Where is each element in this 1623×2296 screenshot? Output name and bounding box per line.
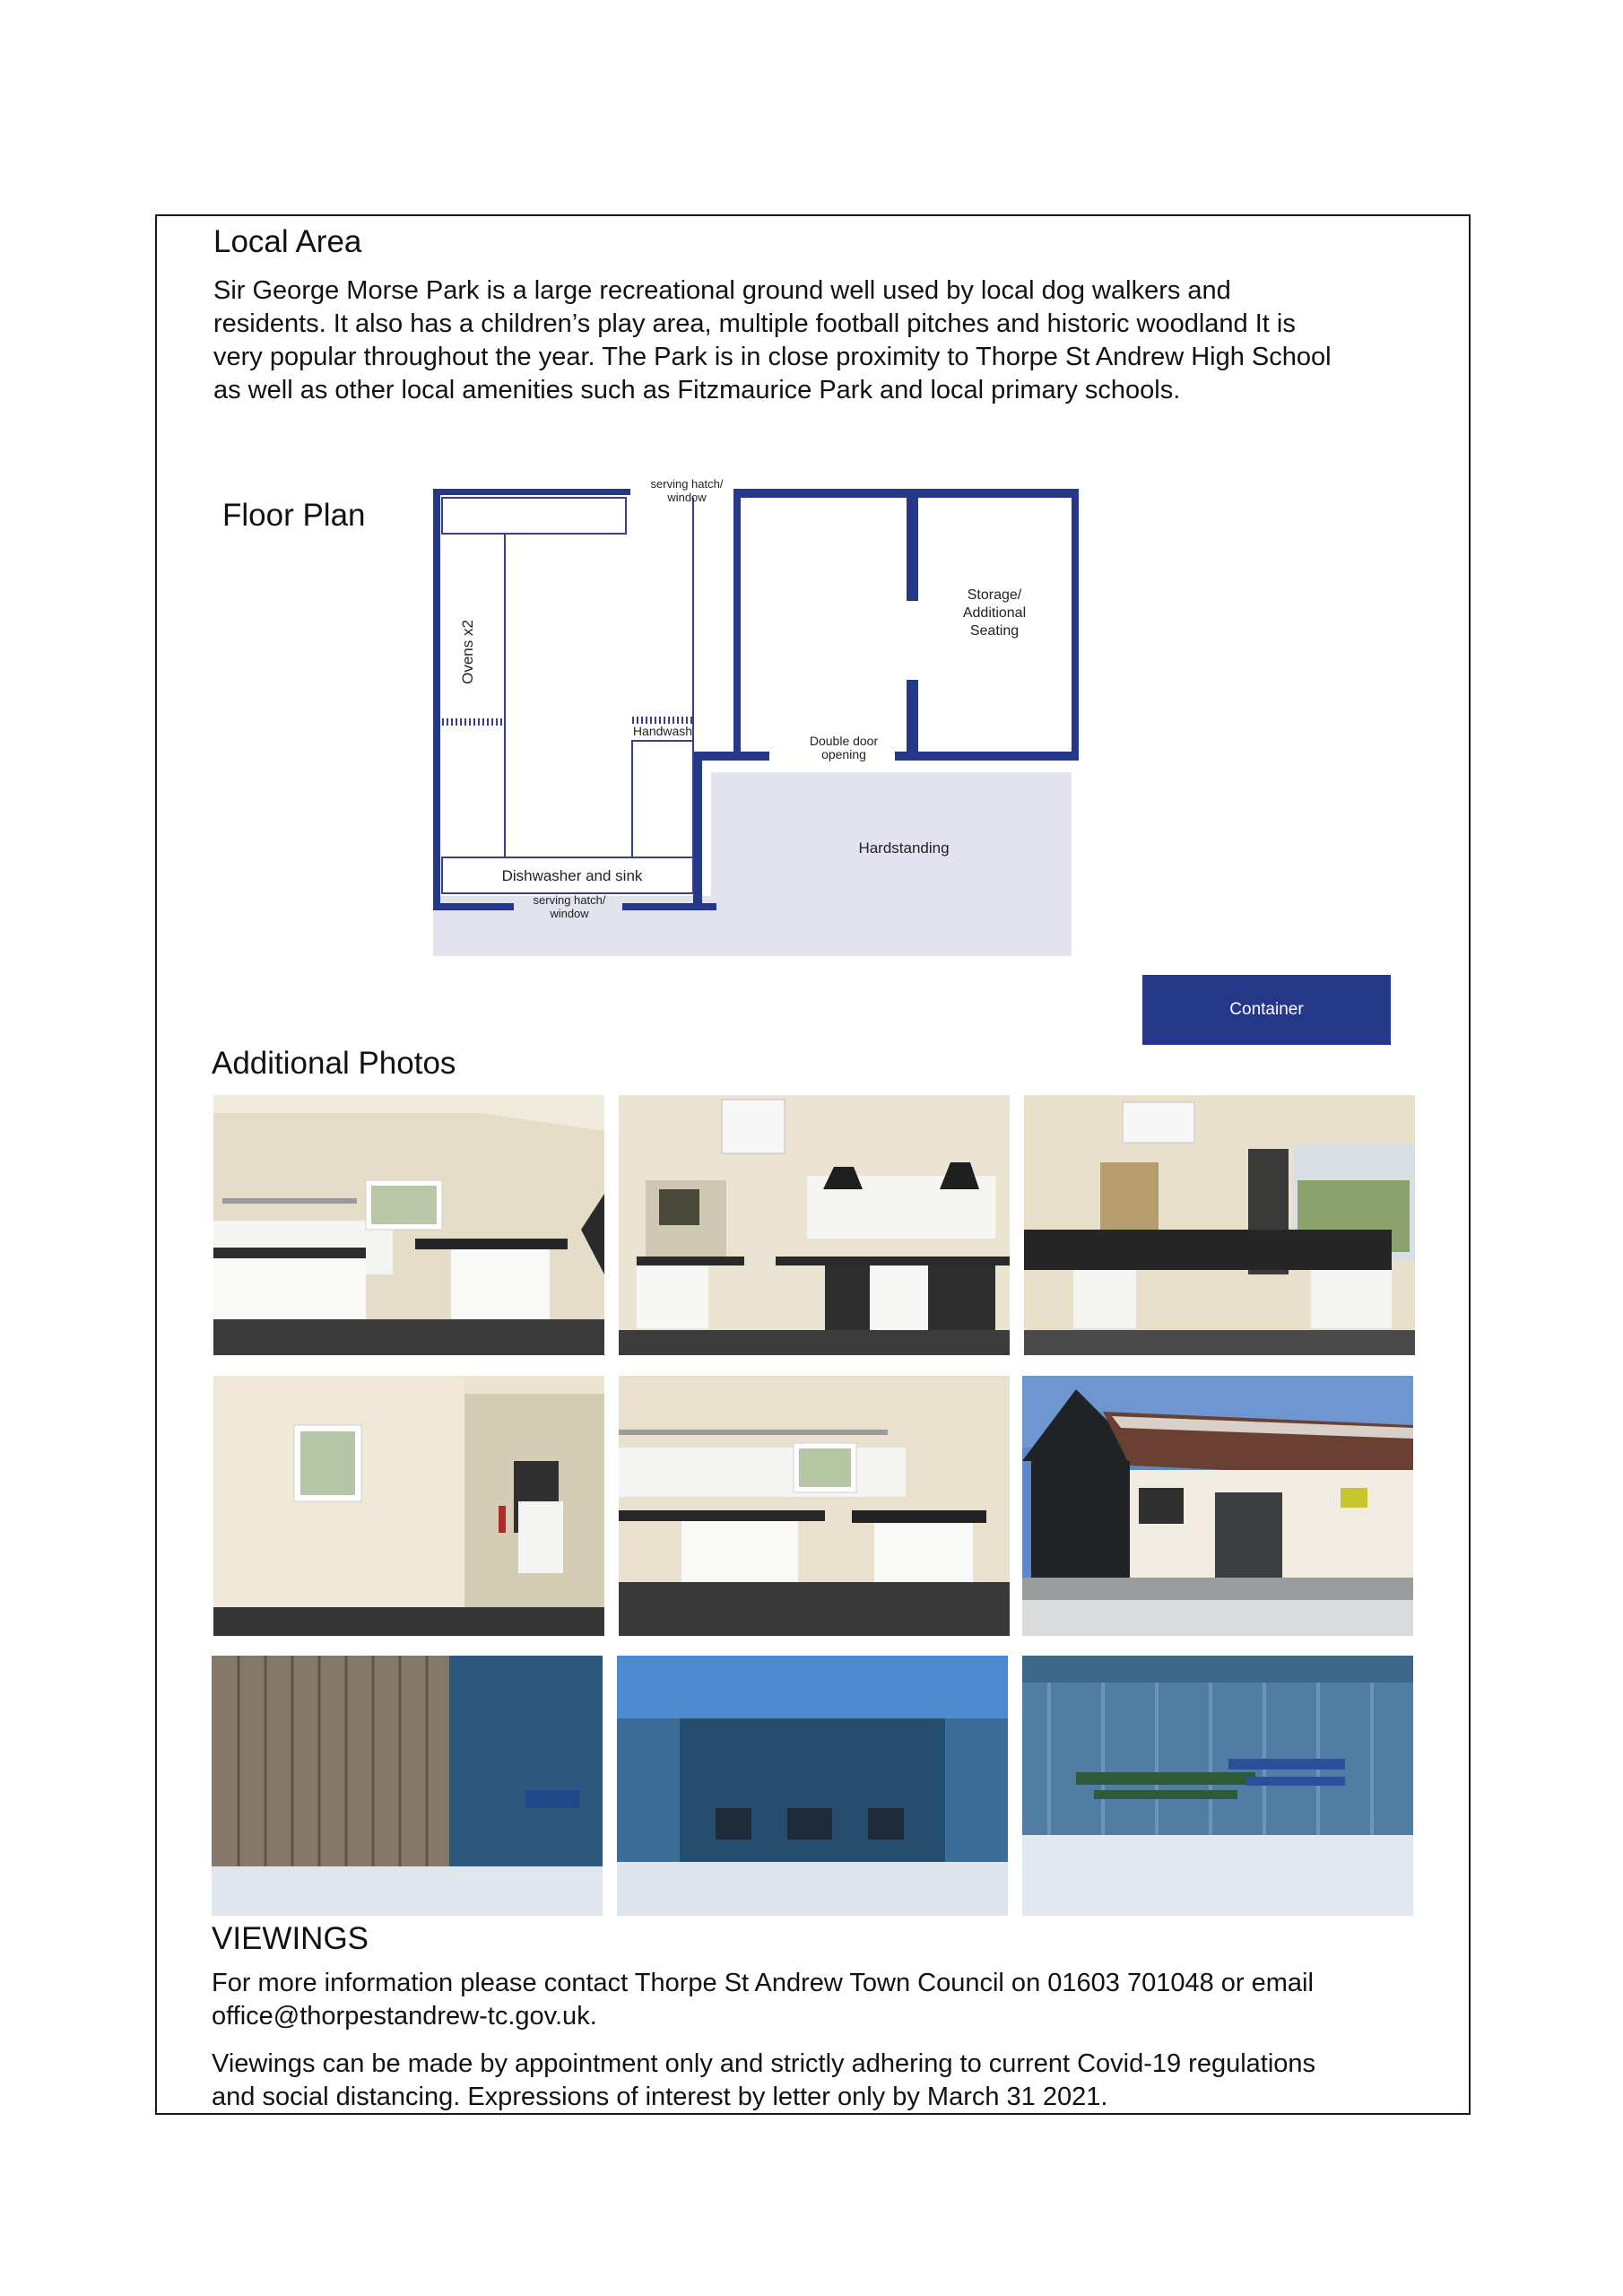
floor-plan-diagram xyxy=(433,478,1079,956)
serving-hatch-bottom-label: serving hatch/ xyxy=(533,893,606,907)
additional-photos-heading: Additional Photos xyxy=(212,1046,456,1081)
storage-label: Seating xyxy=(969,623,1020,639)
viewings-line: and social distancing. Expressions of interest by letter only by March 31 2021. xyxy=(212,2083,1108,2111)
hardstanding-area xyxy=(433,896,1072,956)
viewings-email[interactable]: office@thorpestandrew-tc.gov.uk. xyxy=(212,2002,597,2031)
double-door-label: Double door xyxy=(809,734,879,748)
kitchen-photo xyxy=(213,1095,604,1355)
kitchen-photo xyxy=(1024,1095,1415,1355)
ovens-label: Ovens x2 xyxy=(459,620,476,684)
dishwasher-label: Dishwasher and sink xyxy=(501,867,643,884)
serving-hatch-top-label: window xyxy=(667,491,707,504)
hardstanding-label: Hardstanding xyxy=(858,839,950,857)
kitchen-photo xyxy=(619,1095,1010,1355)
kitchen-photo xyxy=(619,1376,1010,1636)
container-photo xyxy=(212,1656,603,1916)
double-door-label: opening xyxy=(821,747,866,761)
handwash-label: Handwash xyxy=(632,724,693,738)
floor-plan-heading: Floor Plan xyxy=(222,498,366,533)
serving-hatch-top-label: serving hatch/ xyxy=(650,478,724,491)
container-photo xyxy=(1022,1656,1413,1916)
viewings-line: For more information please contact Thorpe St Andrew Town Council on 01603 701048 or email xyxy=(212,1969,1314,1997)
container-badge: Container xyxy=(1142,975,1391,1045)
room-photo xyxy=(213,1376,604,1636)
local-area-line: residents. It also has a children’s play area, multiple football pitches and historic woodland It is xyxy=(213,309,1296,338)
storage-label: Storage/ xyxy=(967,587,1022,603)
local-area-line: very popular throughout the year. The Park is in close proximity to Thorpe St Andrew High School xyxy=(213,343,1332,371)
local-area-line: Sir George Morse Park is a large recreational ground well used by local dog walkers and xyxy=(213,276,1231,305)
hardstanding-area xyxy=(711,772,1072,898)
exterior-photo xyxy=(1022,1376,1413,1636)
local-area-line: as well as other local amenities such as Fitzmaurice Park and local primary schools. xyxy=(213,376,1181,404)
local-area-heading: Local Area xyxy=(213,224,362,259)
storage-label: Additional xyxy=(962,605,1027,621)
serving-hatch-bottom-label: window xyxy=(550,907,589,920)
viewings-line: Viewings can be made by appointment only and strictly adhering to current Covid-19 regulations xyxy=(212,2049,1316,2078)
viewings-heading: VIEWINGS xyxy=(212,1921,369,1956)
container-photo xyxy=(617,1656,1008,1916)
